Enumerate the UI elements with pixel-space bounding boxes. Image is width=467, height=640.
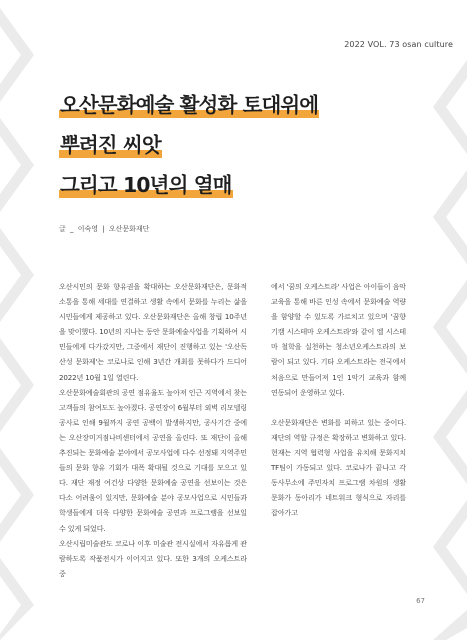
byline-divider: | [102, 225, 105, 233]
byline-separator: _ [70, 225, 74, 233]
title-line-3: 그리고 10년의 열매 [60, 173, 232, 197]
byline-author: 이숙영 [77, 225, 99, 233]
byline [59, 224, 149, 234]
issue-header: 2022 VOL. 73 osan culture [344, 40, 453, 49]
byline-label: 글 [59, 225, 66, 233]
paragraph: 오산문화예술회관의 공연 점유율도 높아져 인근 지역에서 찾는 고객들의 참여도도 높아졌다. 공연장이 6월부터 외벽 리모델링 공사로 인해 9월까지 공연 공백이 발생하지만, 공사기간 중에는 오산장미거점나비센터에서 공연을 올린다. 또 재단이 올해 추진되는 문화예술 분야에서 공모사업에 다수 선정돼 지역주민들의 문화 향유 기회가 대폭 확대될 것으로 기대를 모으고 있다. 재단 재정 여건상 다양한 문화예술 공연을 선보이는 것은 다소 어려움이 있지만, 문화예술 분야 공모사업으로 시민들과 학생들에게 더욱 다양한 문화예술 공연과 프로그램을 선보일 수 있게 되었다. [59, 387, 247, 533]
paragraph: 에서 '꿈의 오케스트라' 사업은 아이들이 음악교육을 통해 바른 인성 속에서 문화예술 역량을 함양할 수 있도록 가르치고 있으며 '꿈향기캠 시스테마 오케스트라'와 같이 엘 시스테마 철학을 실천하는 청소년오케스트라의 보람이 되고 있다. 기타 오케스트라는 전국에서 처음으로 만들어져 1인 1악기 교육과 함께 연동되어 운영하고 있다. [271, 282, 406, 397]
paragraph: 오산문화재단은 변화를 피하고 있는 중이다. 재단의 역할 규정은 확장하고 변화하고 있다. 현재는 지역 협력형 사업을 유치해 문화지치TF팀이 가동되고 있다. 코로나가 끝나고 각 동사무소에 주민자치 프로그램 차원의 생활문화가 동아리가 네트워크 형식으로 자리를 잡아가고 [271, 417, 406, 518]
body-column-left [59, 279, 247, 581]
paragraph: 오산시립미술관도 코로나 이후 미술관 전시실에서 자유롭게 관람하도록 작품전시가 이어지고 있다. 또한 3개의 오케스트라 중 [59, 538, 247, 578]
title-line-1: 오산문화예술 활성화 토대위에 [60, 93, 319, 117]
article-title [59, 92, 419, 212]
byline-affiliation: 오산문화재단 [108, 225, 150, 233]
paragraph: 오산시민의 문화 향유권을 확대하는 오산문화재단은, 문화적 소통을 통해 세대를 연결하고 생활 속에서 문화를 누리는 삶을 시민들에게 제공하고 있다. 오산문화재단은 올해 창립 10주년을 맞이했다. 10년의 지나는 동안 문화예술사업을 기획하여 시민들에게 다가갔지만, 그중에서 재단이 진행하고 있는 '오산독산성 문화제'는 코로나로 인해 3년간 개최를 못하다가 드디어 2022년 10월 1일 열린다. [59, 282, 247, 382]
page-number: 67 [416, 597, 425, 605]
title-line-2: 뿌려진 씨앗 [60, 133, 161, 157]
body-column-right [271, 279, 406, 520]
